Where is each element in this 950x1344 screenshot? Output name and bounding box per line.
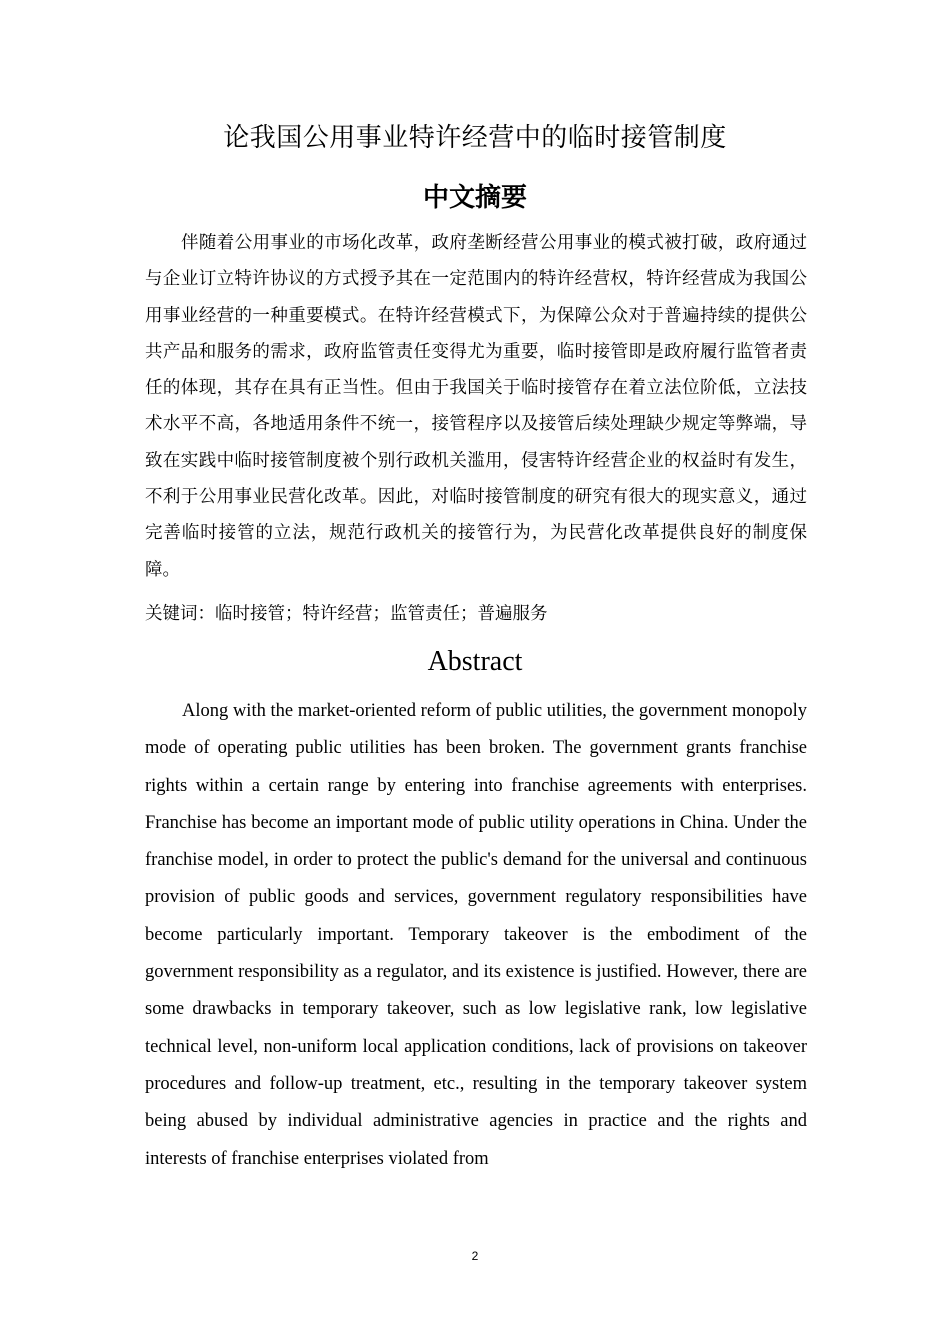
keywords-line: 关键词：临时接管；特许经营；监管责任；普遍服务	[145, 604, 548, 624]
chinese-abstract-body: 伴随着公用事业的市场化改革，政府垄断经营公用事业的模式被打破，政府通过与企业订立特许协议的方式授予其在一定范围内的特许经营权，特许经营成为我国公用事业经营的一种重要模式。在特许经营模式下，为保障公众对于普遍持续的提供公共产品和服务的需求，政府监管责任变得尤为重要，临时接管即是政府履行监管者责任的体现，其存在具有正当性。但由于我国关于临时接管存在着立法位阶低，立法技术水平不高，各地适用条件不统一，接管程序以及接管后续处理缺少规定等弊端，导致在实践中临时接管制度被个别行政机关滥用，侵害特许经营企业的权益时有发生，不利于公用事业民营化改革。因此，对临时接管制度的研究有很大的现实意义，通过完善临时接管的立法，规范行政机关的接管行为，为民营化改革提供良好的制度保障。	[145, 233, 807, 580]
paper-title: 论我国公用事业特许经营中的临时接管制度	[223, 123, 727, 153]
english-abstract-body: Along with the market-oriented reform of public utilities, the government monopoly mode of operating public utilities has been broken. The government grants franchise rights within a certain range by entering into franchise agreements with enterprises. Franchise has become an important mode of public utility operations in China. Under the franchise model, in order to protect the public's demand for the universal and continuous provision of public goods and services, government regulatory responsibilities have become particularly important. Temporary takeover is the embodiment of the government responsibility as a regulator, and its existence is justified. However, there are some drawbacks in temporary takeover, such as low legislative rank, low legislative technical level, non-uniform local application conditions, lack of provisions on takeover procedures and follow-up treatment, etc., resulting in the temporary takeover system being abused by individual administrative agencies in practice and the rights and interests of franchise enterprises violated from	[145, 701, 807, 1169]
chinese-abstract-heading: 中文摘要	[422, 183, 527, 213]
english-abstract-heading: Abstract	[427, 646, 523, 677]
page-number: 2	[471, 1249, 479, 1263]
